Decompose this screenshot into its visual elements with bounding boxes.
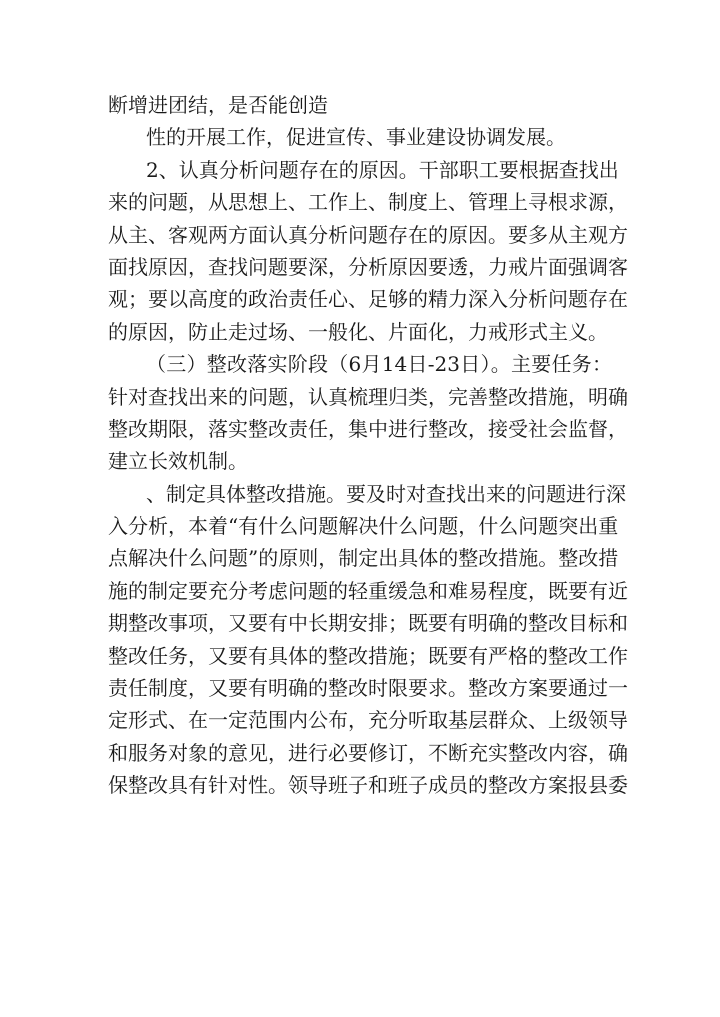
text-line-13: 、制定具体整改措施。要及时对查找出来的问题进行深	[146, 481, 626, 506]
text-line-22: 保整改具有针对性。领导班子和班子成员的整改方案报县委	[108, 773, 628, 798]
text-line-4: 来的问题，从思想上、工作上、制度上、管理上寻根求源，	[108, 190, 628, 215]
document-body	[108, 89, 628, 802]
text-line-11: 整改期限，落实整改责任，集中进行整改，接受社会监督，	[108, 416, 628, 441]
text-line-18: 整改任务，又要有具体的整改措施；既要有严格的整改工作	[108, 643, 628, 668]
text-line-16: 施的制定要充分考虑问题的轻重缓急和难易程度，既要有近	[108, 578, 628, 603]
text-line-19: 责任制度，又要有明确的整改时限要求。整改方案要通过一	[108, 676, 628, 701]
text-line-12: 建立长效机制。	[108, 449, 248, 474]
text-line-6: 面找原因，查找问题要深，分析原因要透，力戒片面强调客	[108, 254, 628, 279]
text-line-15: 点解决什么问题”的原则，制定出具体的整改措施。整改措	[108, 546, 619, 571]
text-line-10: 针对查找出来的问题，认真梳理归类，完善整改措施，明确	[108, 384, 628, 409]
text-line-7: 观；要以高度的政治责任心、足够的精力深入分析问题存在	[108, 287, 628, 312]
text-line-8: 的原因，防止走过场、一般化、片面化，力戒形式主义。	[108, 319, 608, 344]
text-line-14: 入分析，本着“有什么问题解决什么问题，什么问题突出重	[108, 514, 619, 539]
text-line-17: 期整改事项，又要有中长期安排；既要有明确的整改目标和	[108, 611, 628, 636]
text-line-3: 2、认真分析问题存在的原因。干部职工要根据查找出	[146, 157, 619, 182]
text-line-21: 和服务对象的意见，进行必要修订，不断充实整改内容，确	[108, 740, 628, 765]
text-line-20: 定形式、在一定范围内公布，充分听取基层群众、上级领导	[108, 708, 628, 733]
text-line-2: 性的开展工作，促进宣传、事业建设协调发展。	[146, 125, 566, 150]
text-line-5: 从主、客观两方面认真分析问题存在的原因。要多从主观方	[108, 222, 628, 247]
text-line-9: （三）整改落实阶段（6月14日-23日）。主要任务：	[146, 352, 612, 377]
text-line-1: 断增进团结，是否能创造	[108, 93, 328, 117]
